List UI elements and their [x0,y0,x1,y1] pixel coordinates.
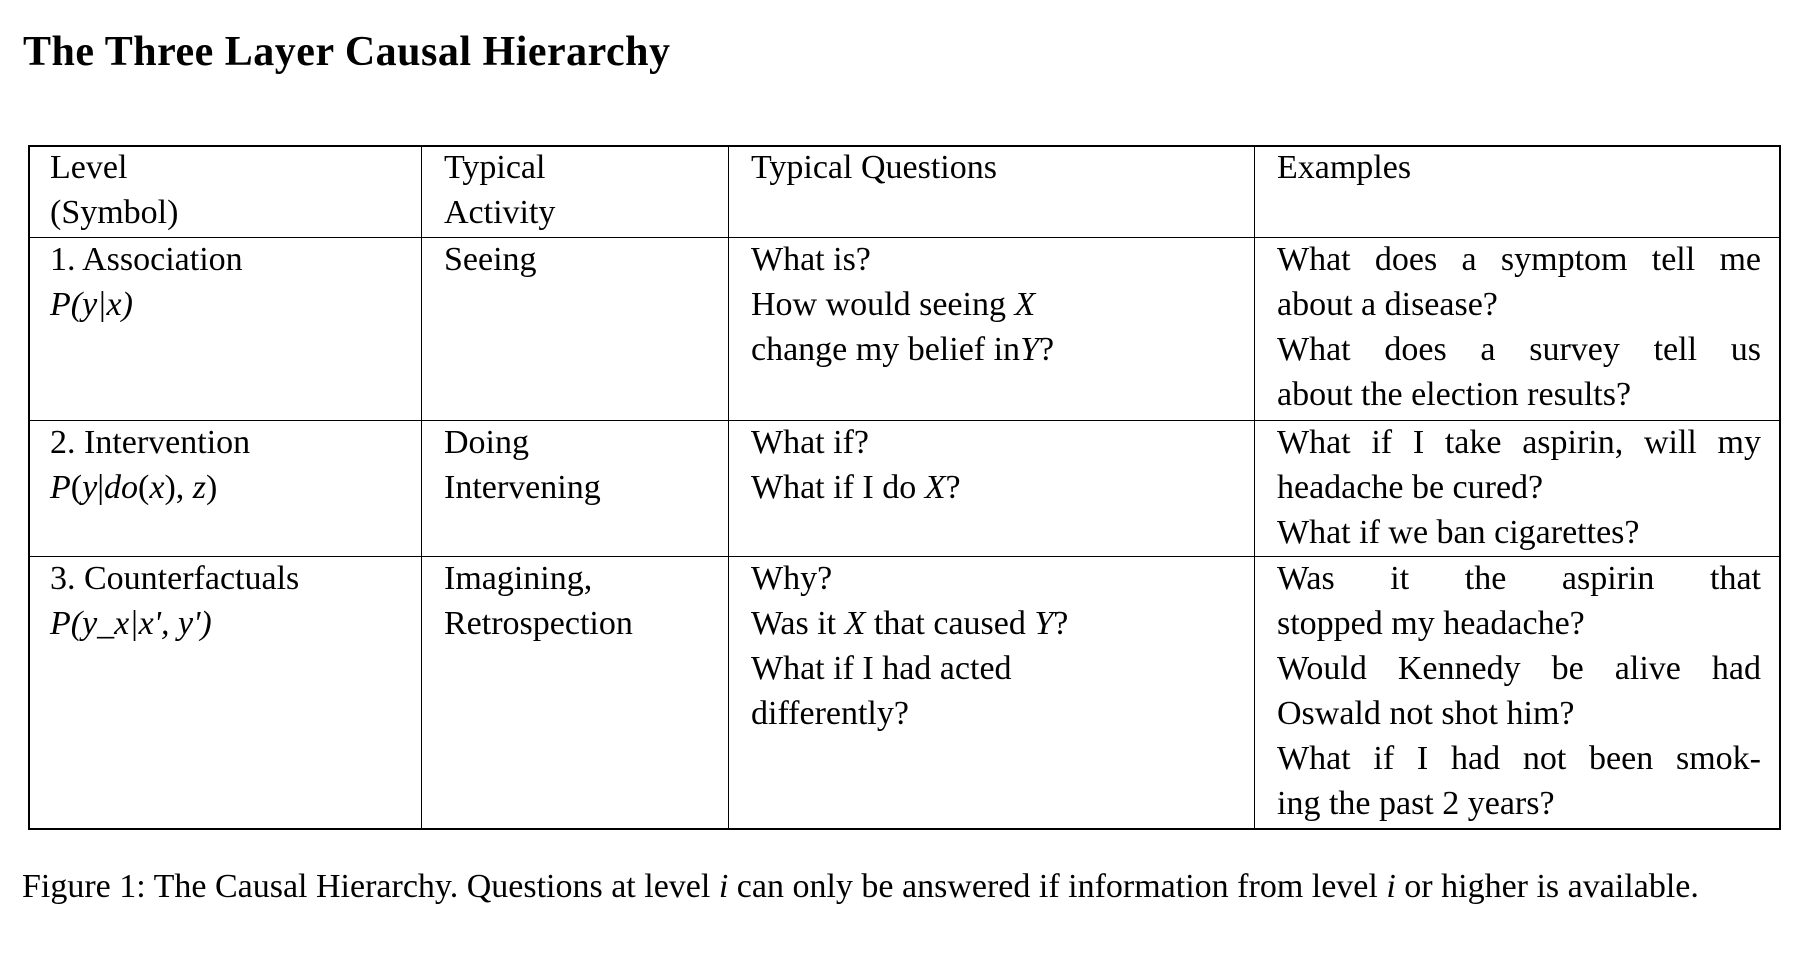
question-line: What is? [751,241,871,278]
level-name: 1. Association [50,241,243,278]
causal-hierarchy-table [28,145,1781,830]
header-text: Examples [1277,149,1412,186]
question-line: differently? [751,695,909,732]
row2-questions [751,420,961,510]
example-line: Oswald not shot him? [1277,695,1575,732]
question-line: Why? [751,560,833,597]
row3-examples [1277,556,1761,826]
header-text: Typical [444,149,546,186]
example-line: What does a survey tell us [1277,331,1761,368]
level-symbol: P(y|x) [50,286,133,323]
example-line: What does a symptom tell me [1277,241,1761,278]
header-text: Activity [444,194,556,231]
level-name: 2. Intervention [50,424,251,461]
question-line: What if I do X? [751,469,961,506]
level-symbol: P(y_x|x', y') [50,605,212,642]
question-line: What if I had acted [751,650,1012,687]
figure-caption: Figure 1: The Causal Hierarchy. Questions at level i can only be answered if information from level i or higher is available. [22,868,1699,905]
question-line: How would seeing X [751,286,1036,323]
question-line: Was it X that caused Y? [751,605,1069,642]
example-line: Would Kennedy be alive had [1277,650,1761,687]
question-line: change my belief inY? [751,331,1055,368]
activity-text: Seeing [444,241,537,278]
row1-level [50,237,243,327]
example-line: stopped my headache? [1277,605,1585,642]
header-text: Typical Questions [751,149,997,186]
activity-text: Doing [444,424,529,461]
row3-level [50,556,299,646]
header-examples [1277,145,1411,190]
column-divider [1254,147,1255,828]
row2-examples [1277,420,1761,555]
example-line: What if I take aspirin, will my [1277,424,1761,461]
row3-questions [751,556,1068,736]
header-text: (Symbol) [50,194,179,231]
header-level [50,145,178,235]
example-line: about a disease? [1277,286,1498,323]
activity-text: Imagining, [444,560,593,597]
column-divider [728,147,729,828]
row1-questions [751,237,1054,372]
level-symbol: P(y|do(x), z) [50,469,218,506]
header-text: Level [50,149,128,186]
level-name: 3. Counterfactuals [50,560,300,597]
row1-examples [1277,237,1761,417]
question-line: What if? [751,424,869,461]
row1-activity [444,237,537,282]
column-divider [421,147,422,828]
example-line: What if we ban cigarettes? [1277,514,1640,551]
example-line: about the election results? [1277,376,1632,413]
header-questions [751,145,997,190]
page-title: The Three Layer Causal Hierarchy [23,29,671,75]
activity-text: Intervening [444,469,601,506]
example-line: headache be cured? [1277,469,1544,506]
example-line: ing the past 2 years? [1277,785,1555,822]
row2-level [50,420,250,510]
header-activity [444,145,555,235]
example-line: What if I had not been smok- [1277,740,1761,777]
example-line: Was it the aspirin that [1277,560,1761,597]
row3-activity [444,556,633,646]
activity-text: Retrospection [444,605,633,642]
row2-activity [444,420,601,510]
